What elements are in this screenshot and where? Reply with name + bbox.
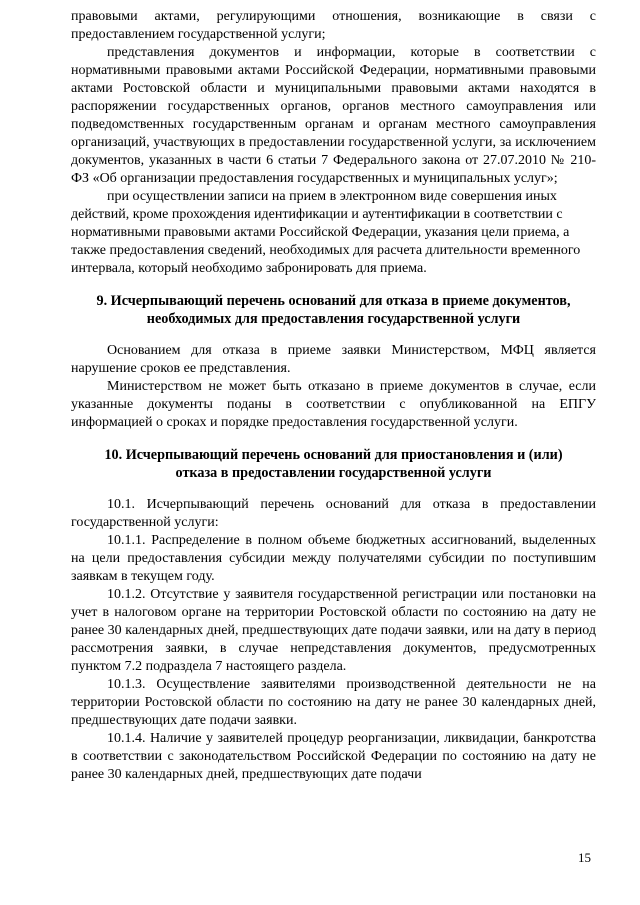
heading-line: необходимых для предоставления государственной услуги [146,311,521,327]
heading-line: 10. Исчерпывающий перечень оснований для приостановления и (или) [104,447,563,463]
heading-line: отказа в предоставлении государственной услуги [175,465,492,481]
paragraph: 10.1.1. Распределение в полном объеме бюджетных ассигнований, выделенных на цели предоставления субсидии между получателями субсидии по поступившим заявкам в текущем году. [71,533,596,584]
paragraph: при осуществлении записи на прием в электронном виде совершения иных действий, кроме прохождения идентификации и аутентификации в соответствии с нормативными правовыми актами Российской Федерации, указания цели приема, а также предоставления сведений, необходимых для расчета длительности временного интервала, который необходимо забронировать для приема. [71,189,581,276]
paragraph: 10.1.3. Осуществление заявителями производственной деятельности не на территории Ростовской области по состоянию на дату не ранее 30 календарных дней, предшествующих дате подачи заявки. [71,677,596,728]
paragraph: 10.1.2. Отсутствие у заявителя государственной регистрации или постановки на учет в налоговом органе на территории Ростовской области по состоянию на дату не ранее 30 календарных дней, предшествующих дате подачи заявки, или на дату в период рассмотрения заявки, в случае непредставления документов, предусмотренных пунктом 7.2 подраздела 7 настоящего раздела. [71,587,596,674]
section-9-heading [71,292,596,328]
paragraph: 10.1. Исчерпывающий перечень оснований для отказа в предоставлении государственной услуги: [71,497,596,530]
paragraph: 10.1.4. Наличие у заявителей процедур реорганизации, ликвидации, банкротства в соответствии с законодательством Российской Федерации по состоянию на дату не ранее 30 календарных дней, предшествующих дате подачи [71,731,596,782]
paragraph: правовыми актами, регулирующими отношения, возникающие в связи с предоставлением государственной услуги; [71,9,596,42]
paragraph: Министерством не может быть отказано в приеме документов в случае, если указанные документы поданы в соответствии с опубликованной на ЕПГУ информацией о сроках и порядке предоставления государственной услуги. [71,379,596,430]
paragraph: представления документов и информации, которые в соответствии с нормативными правовыми актами Российской Федерации, нормативными правовыми актами Ростовской области и муниципальными правовыми актами находятся в распоряжении государственных органов, органов местного самоуправления или подведомственных государственным органам и органам местного самоуправления организаций, участвующих в предоставлении государственной услуги, за исключением документов, указанных в части 6 статьи 7 Федерального закона от 27.07.2010 № 210-ФЗ «Об организации предоставления государственных и муниципальных услуг»; [71,45,596,186]
heading-line: 9. Исчерпывающий перечень оснований для отказа в приеме документов, [96,293,571,309]
paragraph: Основанием для отказа в приеме заявки Министерством, МФЦ является нарушение сроков ее представления. [71,343,596,376]
section-10-heading [71,446,596,482]
page-number: 15 [578,850,591,865]
document-page [71,8,596,784]
